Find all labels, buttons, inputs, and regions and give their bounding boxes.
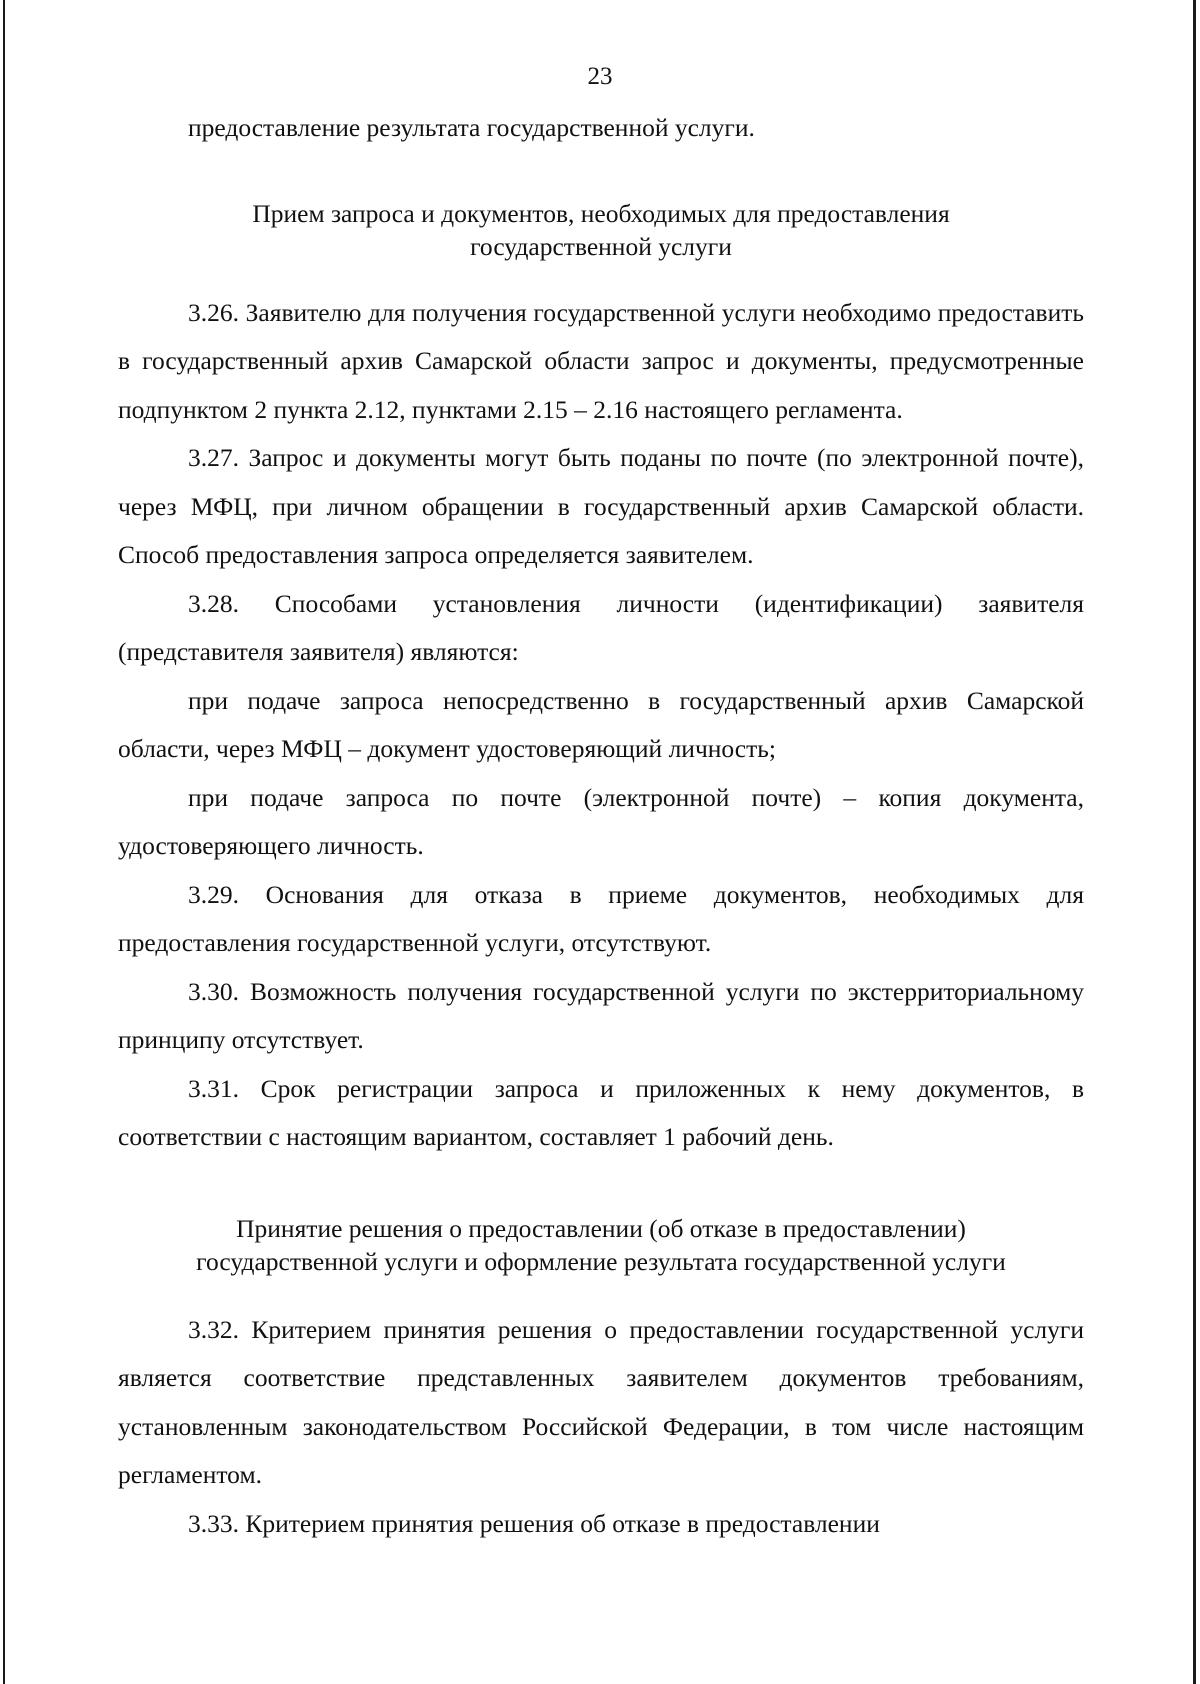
section-heading-2-line-1: Принятие решения о предоставлении (об отказе в предоставлении) (236, 1213, 966, 1243)
paragraph-3-30: 3.30. Возможность получения государственной услуги по экстерриториальному принципу отсутствует. (118, 976, 1084, 1054)
page-number: 23 (587, 63, 613, 90)
section-heading-1-line-2: государственной услуги (470, 231, 732, 261)
paragraph-3-27: 3.27. Запрос и документы могут быть поданы по почте (по электронной почте), через МФЦ, при личном обращении в государственный архив Самарской области. Способ предоставления запроса определяется заявителем. (118, 443, 1084, 569)
paragraph-3-32: 3.32. Критерием принятия решения о предоставлении государственной услуги является соответствие представленных заявителем документов требованиям, установленным законодательством Российской Федерации, в том числе настоящим регламентом. (118, 1314, 1084, 1489)
paragraph-3-28: 3.28. Способами установления личности (идентификации) заявителя (представителя заявителя) являются: (118, 588, 1084, 666)
paragraph-3-33: 3.33. Критерием принятия решения об отказе в предоставлении (188, 1508, 880, 1538)
paragraph-3-28-item-2: при подаче запроса по почте (электронной почте) – копия документа, удостоверяющего личность. (118, 782, 1084, 860)
paragraph-3-26: 3.26. Заявителю для получения государственной услуги необходимо предоставить в государственный архив Самарской области запрос и документы, предусмотренные подпунктом 2 пункта 2.12, пунктами 2.15 – 2.16 настоящего регламента. (118, 297, 1084, 424)
document-page (118, 62, 1084, 1548)
section-heading-2-line-2: государственной услуги и оформление результата государственной услуги (196, 1246, 1006, 1276)
section-heading-1 (118, 197, 1084, 263)
paragraph-3-29: 3.29. Основания для отказа в приеме документов, необходимых для предоставления государственной услуги, отсутствуют. (118, 879, 1084, 957)
scan-edge-left (3, 0, 5, 1684)
scan-edge-right (1193, 0, 1196, 1684)
continuation-text: предоставление результата государственной услуги. (188, 113, 755, 142)
paragraph-3-31: 3.31. Срок регистрации запроса и приложенных к нему документов, в соответствии с настоящим вариантом, составляет 1 рабочий день. (118, 1073, 1084, 1151)
section-heading-2 (118, 1212, 1084, 1278)
paragraph-3-28-item-1: при подаче запроса непосредственно в государственный архив Самарской области, через МФЦ – документ удостоверяющий личность; (118, 685, 1084, 763)
section-heading-1-line-1: Прием запроса и документов, необходимых для предоставления (252, 198, 950, 228)
